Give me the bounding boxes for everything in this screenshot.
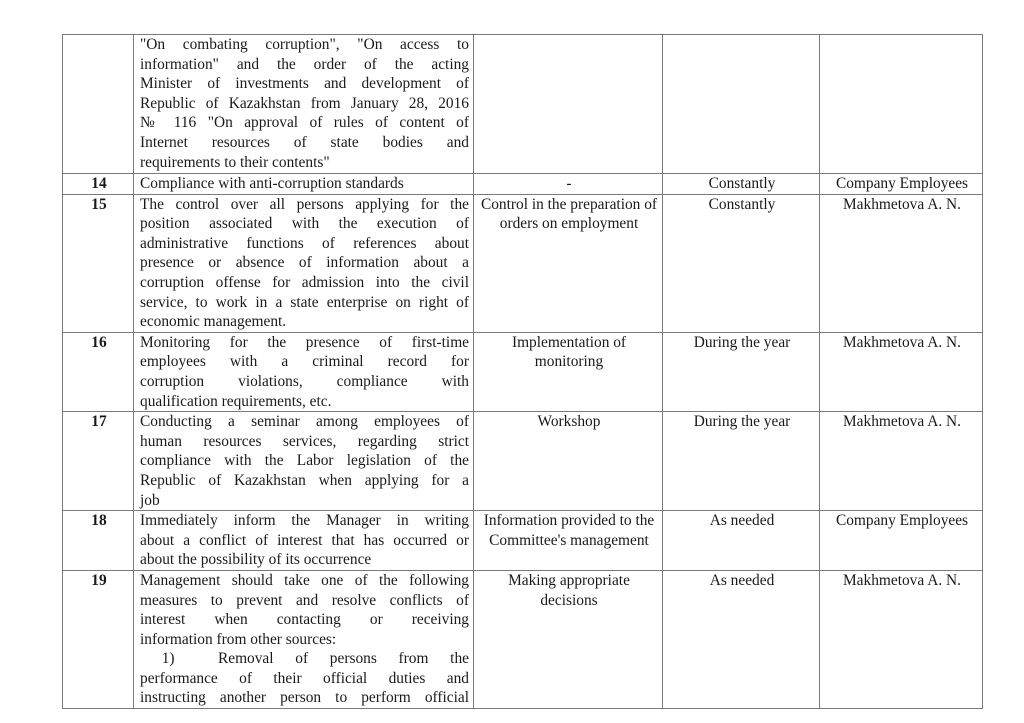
deadline: Constantly [663,194,820,332]
row-number: 19 [63,570,134,708]
row-number: 16 [63,332,134,411]
description-line: interest when contacting or receiving [140,611,469,629]
description-line: human resources services, regarding strict [140,432,469,450]
table-row [63,332,983,411]
deadline: As needed [663,511,820,571]
description-line: information from other sources: [140,630,337,648]
deadline: During the year [663,332,820,411]
completion-form: Information provided to the Committee's management [474,511,663,571]
completion-form [474,35,663,174]
description-line: Internet resources of state bodies and [140,133,469,151]
row-number: 14 [63,174,134,195]
description-line: Minister of investments and development of [140,75,469,93]
row-number: 15 [63,194,134,332]
row-number: 18 [63,511,134,571]
description-line: Monitoring for the presence of first-time [140,333,469,351]
row-number [63,35,134,174]
measure-description [134,570,474,708]
responsible: Makhmetova A. N. [820,570,983,708]
description-line: The control over all persons applying for the [140,195,469,213]
description-line: Republic of Kazakhstan from January 28, 2016 [140,94,469,112]
table-row [63,174,983,195]
measure-description [134,194,474,332]
table-row [63,511,983,571]
deadline: During the year [663,412,820,511]
description-line: administrative functions of references about [140,234,469,252]
measure-description [134,412,474,511]
completion-form: Making appropriate decisions [474,570,663,708]
table-row [63,35,983,174]
description-line: Immediately inform the Manager in writing [140,512,469,530]
description-line: corruption violations, compliance with [140,372,469,390]
description-line: about the possibility of its occurrence [140,551,372,569]
description-line: service, to work in a state enterprise on right of [140,293,469,311]
responsible: Makhmetova A. N. [820,332,983,411]
description-line: qualification requirements, etc. [140,392,332,410]
description-line: Conducting a seminar among employees of [140,413,469,431]
description-line: presence or absence of information about a [140,254,469,272]
anti-corruption-plan-table [62,34,983,709]
responsible: Makhmetova A. N. [820,412,983,511]
table-row [63,412,983,511]
completion-form: Workshop [474,412,663,511]
completion-form: Control in the preparation of orders on employment [474,194,663,332]
description-line: Management should take one of the following [140,571,469,589]
row-number: 17 [63,412,134,511]
responsible: Company Employees [820,511,983,571]
description-line: instructing another person to perform official [140,689,469,707]
measure-description [134,511,474,571]
description-line: economic management. [140,313,287,331]
description-line: about a conflict of interest that has occurred or [140,531,469,549]
description-line: compliance with the Labor legislation of the [140,452,469,470]
measure-description [134,332,474,411]
description-line: position associated with the execution of [140,215,469,233]
deadline [663,35,820,174]
description-line: performance of their official duties and [140,669,469,687]
description-line: № 116 "On approval of rules of content of [140,114,469,132]
measure-description [134,35,474,174]
description-line: Republic of Kazakhstan when applying for a [140,471,469,489]
description-line: measures to prevent and resolve conflicts of [140,591,469,609]
description-line: requirements to their contents" [140,153,330,171]
deadline: Constantly [663,174,820,195]
measure-description [134,174,474,195]
description-line: job [140,491,160,509]
responsible [820,35,983,174]
description-line: employees with a criminal record for [140,353,469,371]
completion-form: - [474,174,663,195]
responsible: Makhmetova A. N. [820,194,983,332]
table-row [63,570,983,708]
description-line: 1) Removal of persons from the [140,650,469,668]
completion-form: Implementation of monitoring [474,332,663,411]
table-row [63,194,983,332]
deadline: As needed [663,570,820,708]
responsible: Company Employees [820,174,983,195]
description-line: "On combating corruption", "On access to [140,36,469,53]
description-line: information" and the order of the acting [140,55,469,73]
description-line: corruption offense for admission into the civil [140,273,469,291]
description-line: Compliance with anti-corruption standards [140,175,404,192]
